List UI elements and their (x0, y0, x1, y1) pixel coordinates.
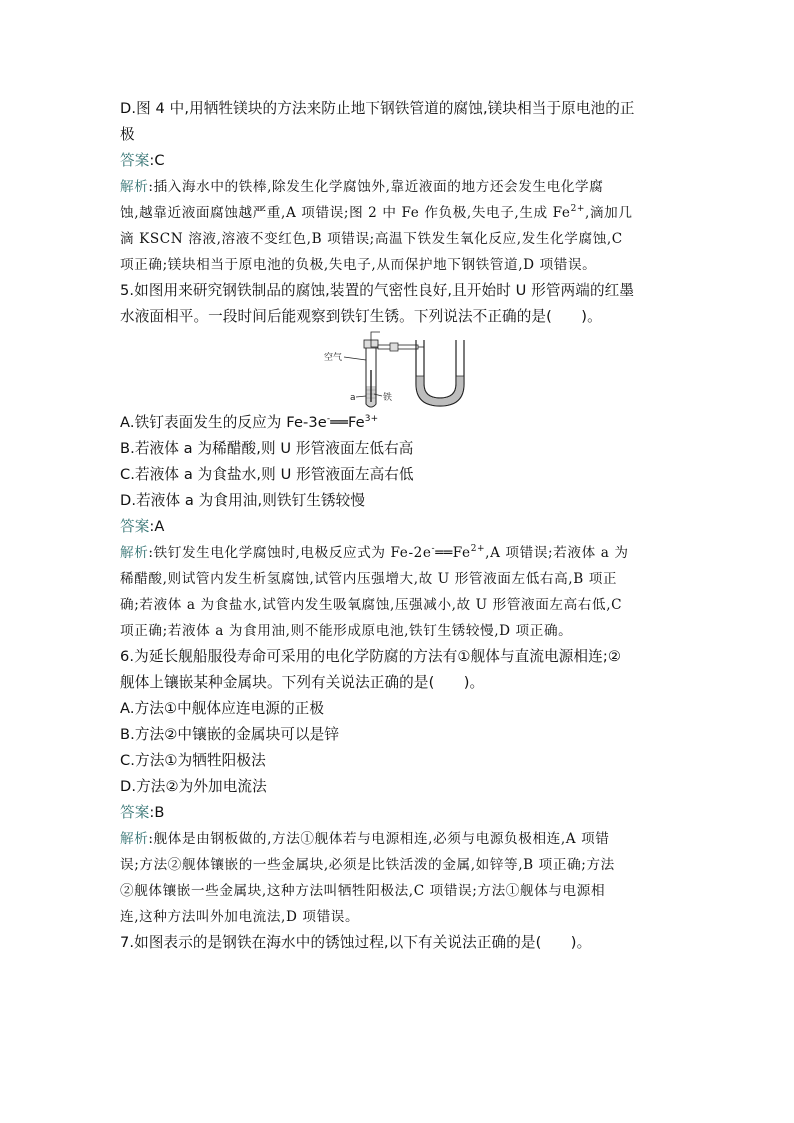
superscript: - (431, 544, 436, 554)
u-tube-inner (424, 340, 456, 398)
q5-explanation-line3: 确;若液体 a 为食盐水,试管内发生吸氧腐蚀,压强减小,故 U 形管液面左高右低,C (120, 597, 623, 613)
answer-label: 答案 (120, 518, 150, 535)
explanation-label: 解析 (120, 179, 149, 195)
iron-label: 铁 (383, 393, 393, 403)
q4-explanation-line4: 项正确;镁块相当于原电池的负极,失电子,从而保护地下钢铁管道,D 项错误。 (120, 257, 597, 273)
explanation-label: 解析 (120, 831, 149, 847)
q6-answer (120, 800, 676, 826)
q4-answer (120, 148, 676, 174)
q4-explanation-line3: 滴 KSCN 溶液,溶液不变红色,B 项错误;高温下铁发生氧化反应,发生化学腐蚀,C (120, 231, 623, 247)
clip (390, 343, 398, 351)
explanation-label: 解析 (120, 545, 149, 561)
q6-explanation-line4: 连,这种方法叫外加电流法,D 项错误。 (120, 909, 360, 925)
explanation-text: ══Fe (435, 545, 471, 561)
q7-stem: 7.如图表示的是钢铁在海水中的锈蚀过程,以下有关说法正确的是( )。 (120, 934, 592, 951)
q5-stem-line2: 水液面相平。一段时间后能观察到铁钉生锈。下列说法不正确的是( )。 (120, 308, 602, 325)
explanation-text: :插入海水中的铁棒,除发生化学腐蚀外,靠近液面的地方还会发生电化学腐 (148, 179, 604, 195)
superscript: 2+ (470, 544, 486, 554)
q5-explanation-line2: 稀醋酸,则试管内发生析氢腐蚀,试管内压强增大,故 U 形管液面左低右高,B 项正 (120, 571, 618, 587)
q6-explanation-line3: ②舰体镶嵌一些金属块,这种方法叫牺牲阳极法,C 项错误;方法①舰体与电源相 (120, 883, 606, 899)
q5-option-d: D.若液体 a 为食用油,则铁钉生锈较慢 (120, 492, 366, 509)
liquid-a-label: a (350, 393, 356, 403)
q5-explanation-line1 (120, 540, 676, 566)
explanation-text: ,A 项错误;若液体 a 为 (485, 545, 629, 561)
connector-tube (371, 332, 380, 340)
q6-explanation-line1 (120, 826, 676, 852)
q6-stem-line1: 6.为延长舰船服役寿命可采用的电化学防腐的方法有①舰体与直流电源相连;② (120, 648, 622, 665)
q4-option-d-line1: D.图 4 中,用牺牲镁块的方法来防止地下钢铁管道的腐蚀,镁块相当于原电池的正 (120, 100, 635, 117)
q5-answer (120, 514, 676, 540)
explanation-text: ,滴加几 (585, 205, 633, 221)
answer-value: :B (149, 804, 165, 821)
explanation-text: :铁钉发生电化学腐蚀时,电极反应式为 Fe-2e (148, 545, 432, 561)
q6-option-d: D.方法②为外加电流法 (120, 778, 267, 795)
q6-explanation-line2: 误;方法②舰体镶嵌的一些金属块,必须是比铁活泼的金属,如锌等,B 项正确;方法 (120, 857, 615, 873)
q6-stem-line2: 舰体上镶嵌某种金属块。下列有关说法正确的是( )。 (120, 674, 485, 691)
option-text: A.铁钉表面发生的反应为 Fe-3e (120, 414, 327, 431)
q4-option-d-line2: 极 (120, 126, 135, 143)
q5-stem-line1: 5.如图用来研究钢铁制品的腐蚀,装置的气密性良好,且开始时 U 形管两端的红墨 (120, 282, 635, 299)
answer-value: :C (149, 152, 165, 169)
q6-option-c: C.方法①为牺牲阳极法 (120, 752, 266, 769)
q6-option-a: A.方法①中舰体应连电源的正极 (120, 700, 325, 717)
q5-option-c: C.若液体 a 为食盐水,则 U 形管液面左高右低 (120, 466, 414, 483)
q5-explanation-line4: 项正确;若液体 a 为食用油,则不能形成原电池,铁钉生锈较慢,D 项正确。 (120, 623, 573, 639)
superscript: 2+ (570, 204, 586, 214)
explanation-text: :舰体是由钢板做的,方法①舰体若与电源相连,必须与电源负极相连,A 项错 (148, 831, 610, 847)
q4-explanation-line1 (120, 174, 676, 200)
air-pointer-line (344, 357, 366, 360)
answer-label: 答案 (120, 804, 150, 821)
u-tube-apparatus-diagram (320, 330, 490, 410)
q5-apparatus-figure (120, 330, 676, 410)
q6-option-b: B.方法②中镶嵌的金属块可以是锌 (120, 726, 340, 743)
superscript: - (326, 414, 331, 424)
explanation-text: 蚀,越靠近液面腐蚀越严重,A 项错误;图 2 中 Fe 作负极,失电子,生成 Fe (120, 205, 571, 221)
document-page (120, 96, 676, 956)
answer-label: 答案 (120, 152, 150, 169)
option-text: ══Fe (330, 414, 365, 431)
q5-option-a (120, 410, 676, 436)
answer-value: :A (149, 518, 165, 535)
q5-option-b: B.若液体 a 为稀醋酸,则 U 形管液面左低右高 (120, 440, 414, 457)
q4-explanation-line2 (120, 200, 676, 226)
air-label: 空气 (324, 353, 343, 363)
superscript: 3+ (364, 414, 379, 424)
